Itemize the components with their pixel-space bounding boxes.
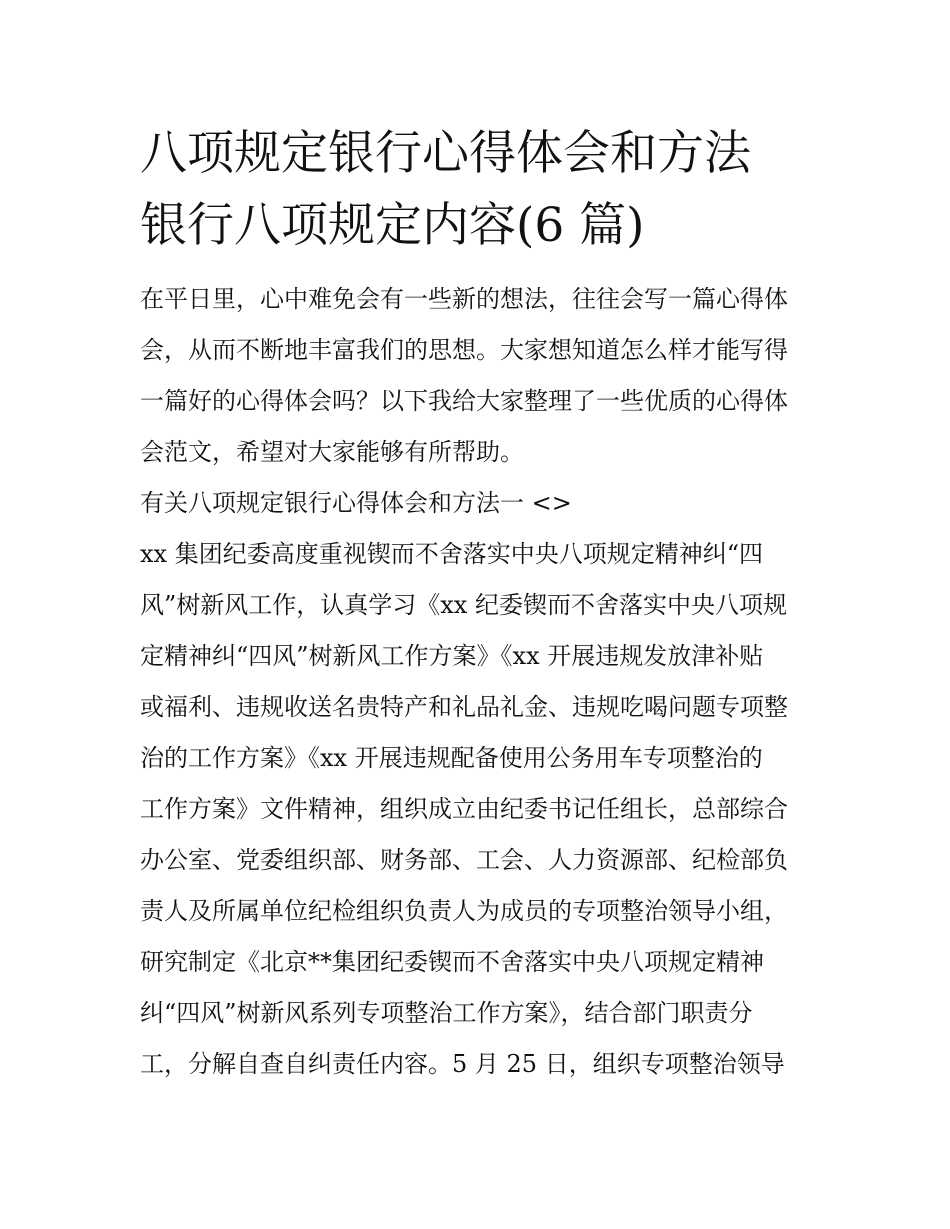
document-title-line-1: 八项规定银行心得体会和方法 <box>140 126 751 181</box>
body-line: 治的工作方案》《xx 开展违规配备使用公务用车专项整治的 <box>140 744 763 772</box>
body-line: 会范文，希望对大家能够有所帮助。 <box>140 438 524 466</box>
body-line: 定精神纠“四风”树新风工作方案》《xx 开展违规发放津补贴 <box>140 642 764 670</box>
body-line: 一篇好的心得体会吗？以下我给大家整理了一些优质的心得体 <box>140 387 788 415</box>
body-line: 工作方案》文件精神，组织成立由纪委书记任组长，总部综合 <box>140 795 788 823</box>
body-line: 在平日里，心中难免会有一些新的想法，往往会写一篇心得体 <box>140 285 788 313</box>
body-line: 纠“四风”树新风系列专项整治工作方案》，结合部门职责分 <box>140 999 753 1027</box>
document-content <box>140 118 815 1090</box>
document-title-line-2: 银行八项规定内容(6 篇) <box>140 198 645 253</box>
body-line: 会，从而不断地丰富我们的思想。大家想知道怎么样才能写得 <box>140 336 788 364</box>
section-heading-line: 有关八项规定银行心得体会和方法一 <> <box>140 489 572 517</box>
body-line: 工，分解自查自纠责任内容。5 月 25 日，组织专项整治领导 <box>140 1050 785 1078</box>
body-line: 风”树新风工作，认真学习《xx 纪委锲而不舍落实中央八项规 <box>140 591 787 619</box>
body-line: 办公室、党委组织部、财务部、工会、人力资源部、纪检部负 <box>140 846 788 874</box>
body-line: xx 集团纪委高度重视锲而不舍落实中央八项规定精神纠“四 <box>140 540 763 568</box>
body-line: 或福利、违规收送名贵特产和礼品礼金、违规吃喝问题专项整 <box>140 693 788 721</box>
body-line: 责人及所属单位纪检组织负责人为成员的专项整治领导小组， <box>140 897 788 925</box>
body-line: 研究制定《北京**集团纪委锲而不舍落实中央八项规定精神 <box>140 948 764 976</box>
